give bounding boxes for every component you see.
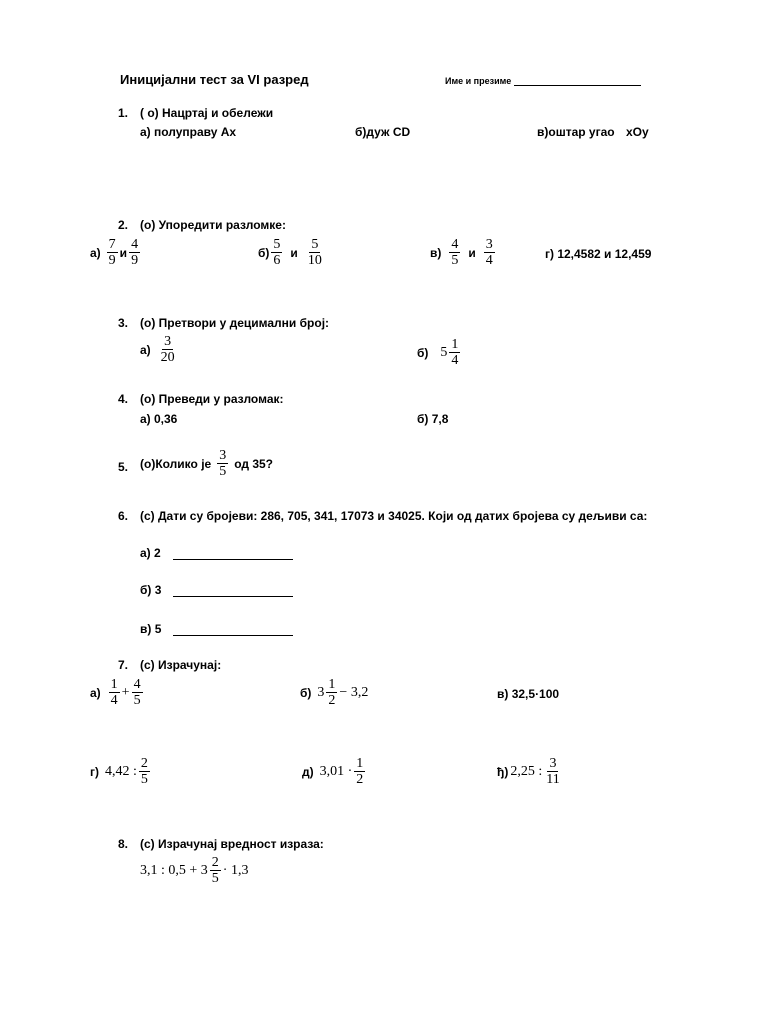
name-label: Име и презиме (445, 76, 512, 86)
question-1-item-b: б)дуж CD (355, 125, 411, 139)
expression-prefix: 3,01 · (319, 763, 353, 779)
fraction: $\frac{4}{9}$ (131, 237, 139, 268)
question-3-text: (о) Претвори у децимални број: (140, 316, 330, 330)
item-label: б) 3 (140, 583, 162, 597)
test-title: Иницијални тест за VI разред (120, 72, 309, 87)
fraction: $\frac{5}{6}$ (273, 237, 281, 268)
conjunction: и (468, 245, 476, 260)
question-3-item-b (417, 337, 462, 368)
expression-rest: − 3,2 (339, 684, 369, 700)
item-label: а) (140, 342, 151, 357)
expression-prefix: 4,42 : (105, 763, 137, 779)
question-6-item-a (140, 546, 293, 560)
question-6-item-c (140, 622, 293, 636)
item-label: а) (90, 245, 101, 260)
fraction: $\frac{7}{9}$ (108, 237, 116, 268)
question-5-number: 5. (118, 460, 129, 474)
question-3-item-a (140, 334, 179, 365)
question-7-number: 7. (118, 658, 129, 672)
question-1-item-c-label: в)оштар угао (537, 125, 615, 139)
question-8-expression (140, 855, 248, 886)
item-label: ђ) (497, 764, 509, 779)
fraction: $\frac{1}{2}$ (328, 677, 336, 708)
question-8-text: (с) Израчунај вредност израза: (140, 837, 324, 851)
question-4-text: (о) Преведи у разломак: (140, 392, 284, 406)
answer-line (173, 584, 293, 597)
whole-number: 5 (440, 344, 448, 360)
question-5-prefix: (о)Колико је (140, 456, 212, 471)
name-line (514, 77, 641, 86)
fraction: $\frac{3}{11}$ (546, 756, 560, 787)
item-label: в) (430, 245, 442, 260)
question-1-item-a: а) полуправу Ах (140, 125, 237, 139)
item-label: в) 5 (140, 622, 162, 636)
question-7-text: (с) Израчунај: (140, 658, 222, 672)
item-label: а) (90, 685, 101, 700)
fraction: $\frac{2}{5}$ (211, 855, 219, 886)
question-3-number: 3. (118, 316, 129, 330)
question-2-number: 2. (118, 218, 129, 232)
question-4-item-b: б) 7,8 (417, 412, 449, 426)
fraction: $\frac{1}{2}$ (356, 756, 364, 787)
question-6-text: (с) Дати су бројеви: 286, 705, 341, 17073 и 34025. Који од датих бројева су дељиви са: (140, 509, 648, 523)
operator: + (121, 684, 130, 700)
question-2-item-d: г) 12,4582 и 12,459 (545, 247, 652, 261)
question-6-item-b (140, 583, 293, 597)
fraction: $\frac{2}{5}$ (140, 756, 148, 787)
question-1-item-c-angle: хОу (625, 125, 649, 139)
question-7-item-d (90, 756, 152, 787)
question-7-item-e (302, 756, 367, 787)
question-2-text: (о) Упоредити разломке: (140, 218, 286, 232)
fraction: $\frac{3}{4}$ (485, 237, 493, 268)
fraction: $\frac{4}{5}$ (451, 237, 459, 268)
item-label: г) (90, 764, 99, 779)
question-7-item-b (300, 677, 368, 708)
question-1-number: 1. (118, 106, 129, 120)
name-field (445, 76, 641, 86)
fraction: $\frac{4}{5}$ (133, 677, 141, 708)
question-7-item-f (497, 756, 564, 787)
expression-prefix: 3,1 : 0,5 + 3 (140, 862, 208, 878)
question-5-suffix: од 35? (234, 456, 274, 471)
question-4-item-a: а) 0,36 (140, 412, 178, 426)
question-2-item-a (90, 237, 142, 268)
item-label: б) (300, 685, 312, 700)
item-label: а) 2 (140, 546, 161, 560)
question-1-text: ( о) Нацртај и обележи (140, 106, 274, 120)
question-8-number: 8. (118, 837, 129, 851)
expression-suffix: · 1,3 (222, 862, 249, 878)
answer-line (173, 623, 293, 636)
question-4-number: 4. (118, 392, 129, 406)
question-2-item-c (430, 237, 497, 268)
expression-prefix: 2,25 : (510, 763, 543, 779)
question-7-item-c: в) 32,5·100 (497, 687, 560, 701)
fraction: $\frac{3}{20}$ (160, 334, 175, 365)
conjunction: и (290, 245, 298, 260)
question-6-number: 6. (118, 509, 129, 523)
question-5-text (140, 448, 273, 479)
fraction: $\frac{5}{10}$ (307, 237, 322, 268)
answer-line (173, 547, 293, 560)
question-1-item-c (537, 125, 649, 139)
fraction: $\frac{1}{4}$ (110, 677, 118, 708)
item-label: б) (417, 345, 429, 360)
question-2-item-b (258, 237, 326, 268)
conjunction: и (119, 245, 128, 260)
item-label: д) (302, 764, 314, 779)
fraction: $\frac{1}{4}$ (451, 337, 459, 368)
item-label: б) (258, 245, 270, 260)
question-7-item-a (90, 677, 145, 708)
whole-number: 3 (317, 684, 325, 700)
fraction: $\frac{3}{5}$ (219, 448, 227, 479)
